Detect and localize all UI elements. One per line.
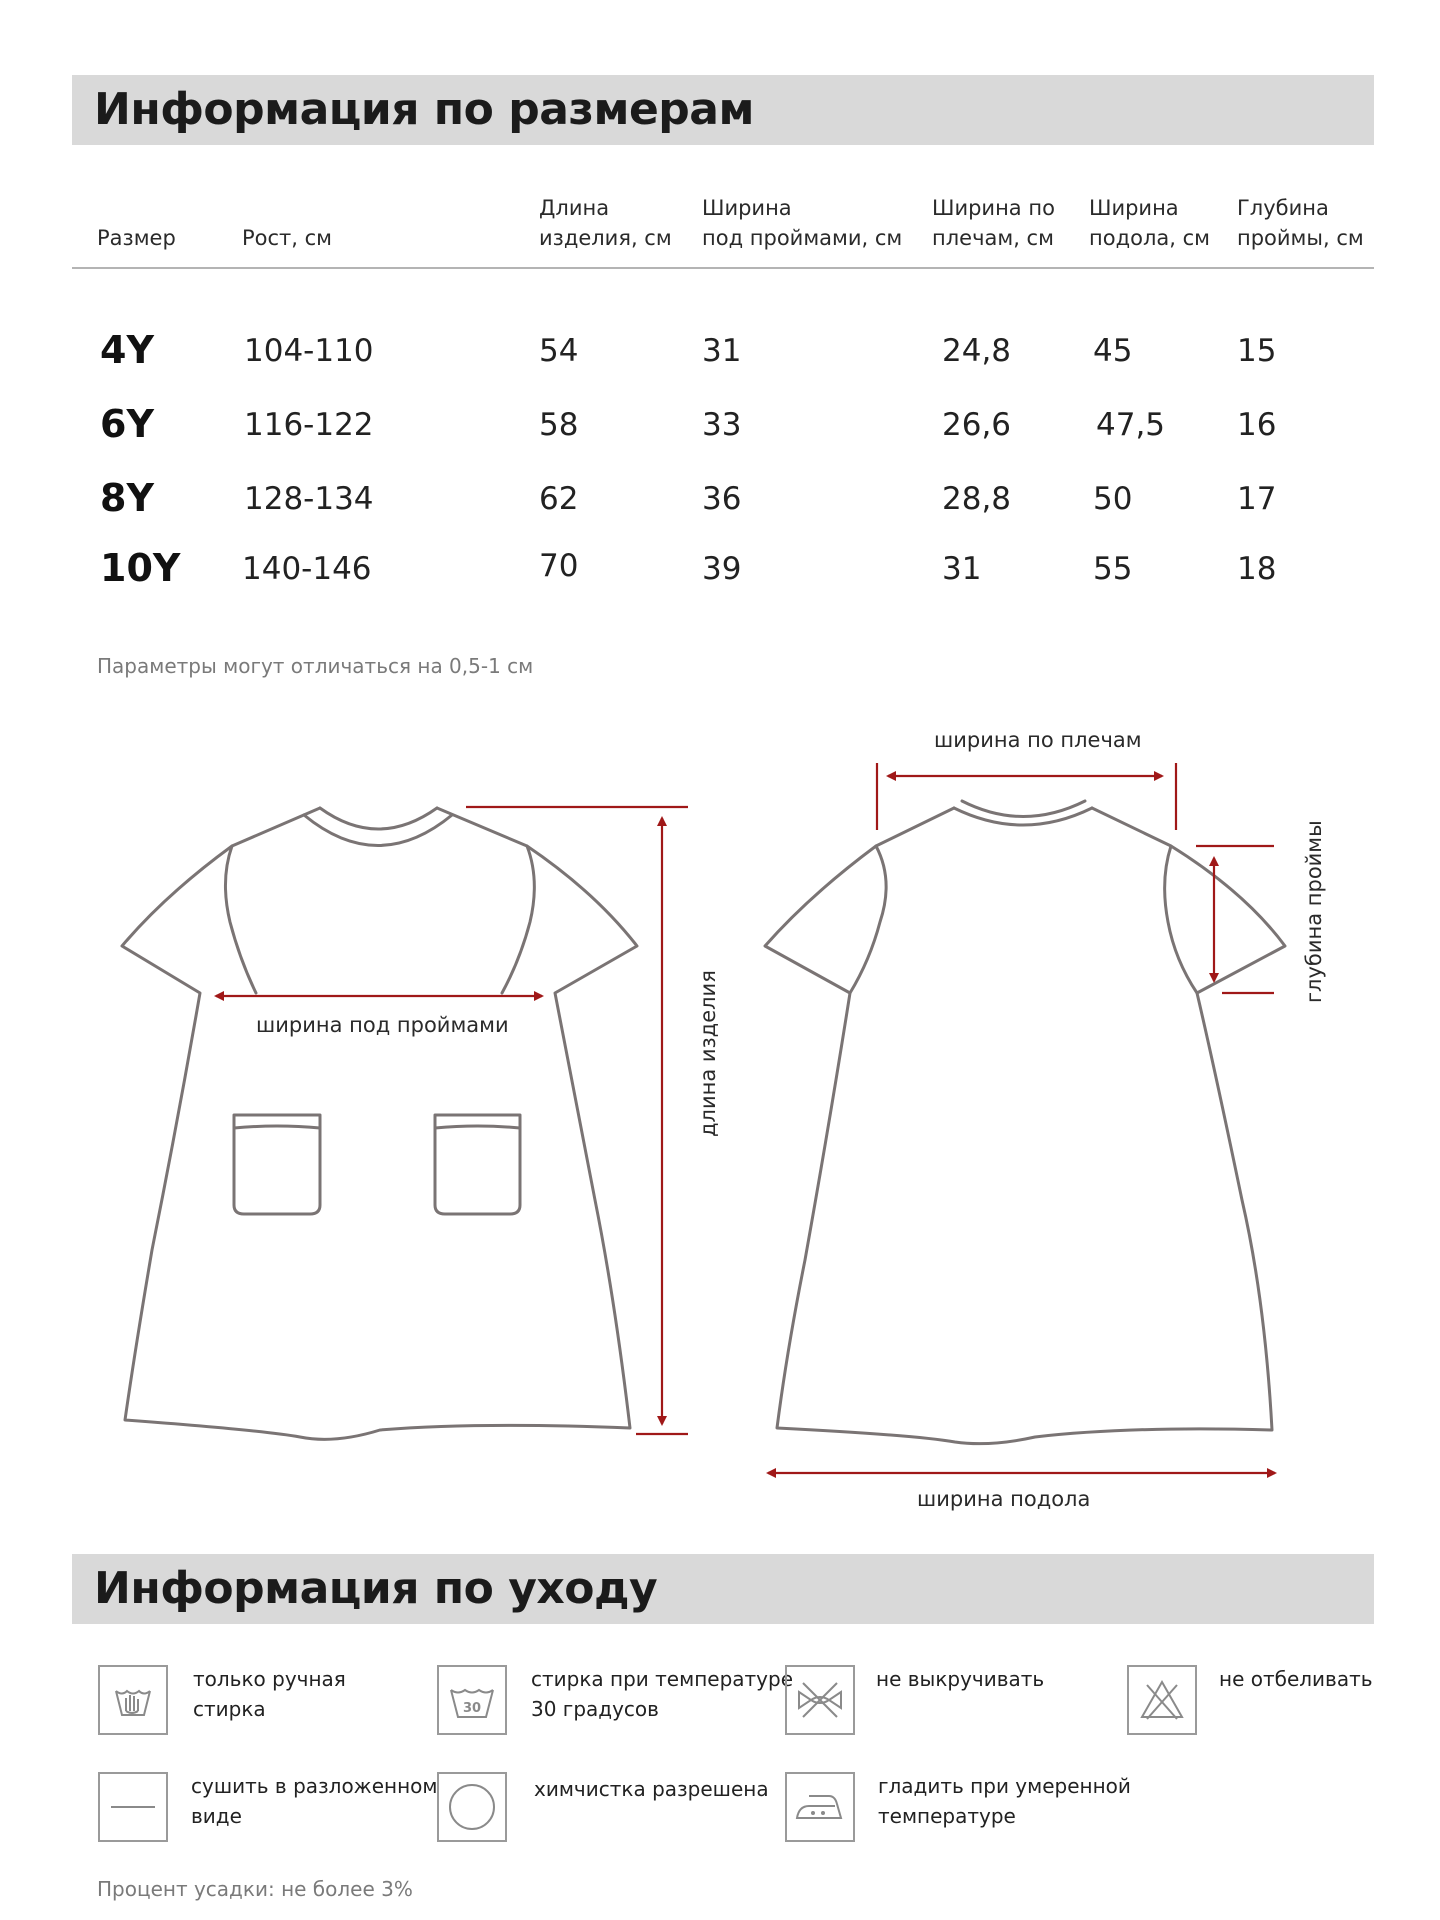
row-armhole: 15 <box>1237 333 1277 369</box>
row-chest: 31 <box>702 333 742 369</box>
row-length: 54 <box>539 333 579 369</box>
row-length: 62 <box>539 481 579 517</box>
care-text: не отбеливать <box>1219 1667 1373 1691</box>
shoulder-width-label: ширина по плечам <box>934 728 1142 752</box>
front-dress-outline <box>122 808 637 1439</box>
row-size: 4Y <box>100 328 154 372</box>
back-dress-outline <box>765 801 1285 1444</box>
size-info-title: Информация по размерам <box>94 84 754 135</box>
care-text: химчистка разрешена <box>534 1777 769 1801</box>
wash-30-icon <box>437 1665 507 1735</box>
row-length: 58 <box>539 407 579 443</box>
iron-medium-icon <box>785 1772 855 1842</box>
row-height: 116-122 <box>244 407 374 443</box>
length-label: длина изделия <box>696 970 720 1137</box>
care-info-banner <box>72 1554 1374 1624</box>
row-chest: 33 <box>702 407 742 443</box>
row-shoulders: 28,8 <box>942 481 1012 517</box>
no-bleach-icon <box>1127 1665 1197 1735</box>
row-length: 70 <box>539 548 579 584</box>
care-text: только ручная стирка <box>193 1667 346 1721</box>
row-armhole: 18 <box>1237 551 1277 587</box>
row-chest: 36 <box>702 481 742 517</box>
row-shoulders: 31 <box>942 551 982 587</box>
no-wring-icon <box>785 1665 855 1735</box>
care-text: стирка при температуре 30 градусов <box>531 1667 794 1721</box>
row-hem: 55 <box>1093 551 1133 587</box>
col-header-size: Размер <box>97 226 176 250</box>
care-info-title: Информация по уходу <box>94 1563 658 1614</box>
row-height: 140-146 <box>242 551 372 587</box>
col-header-shoulder-width: Ширина по плечам, см <box>932 196 1055 250</box>
col-header-length: Длина изделия, см <box>539 196 672 250</box>
row-hem: 47,5 <box>1096 407 1166 443</box>
row-height: 128-134 <box>244 481 374 517</box>
row-hem: 45 <box>1093 333 1133 369</box>
row-hem: 50 <box>1093 481 1133 517</box>
row-shoulders: 26,6 <box>942 407 1012 443</box>
row-size: 10Y <box>100 546 181 590</box>
care-text: сушить в разложенном виде <box>191 1774 438 1828</box>
chest-width-label: ширина под проймами <box>256 1013 509 1037</box>
hand-wash-icon <box>98 1665 168 1735</box>
care-text: гладить при умеренной температуре <box>878 1774 1131 1828</box>
shrinkage-note: Процент усадки: не более 3% <box>97 1877 413 1901</box>
row-size: 8Y <box>100 476 154 520</box>
row-chest: 39 <box>702 551 742 587</box>
col-header-chest-width: Ширина под проймами, см <box>702 196 903 250</box>
row-shoulders: 24,8 <box>942 333 1012 369</box>
col-header-height: Рост, см <box>242 226 333 250</box>
armhole-depth-label: глубина проймы <box>1302 820 1326 1003</box>
row-armhole: 16 <box>1237 407 1277 443</box>
size-tolerance-note: Параметры могут отличаться на 0,5-1 см <box>97 654 534 678</box>
row-size: 6Y <box>100 402 154 446</box>
dry-clean-icon <box>437 1772 507 1842</box>
wash-temperature-symbol: 30 <box>462 1701 482 1716</box>
row-height: 104-110 <box>244 333 374 369</box>
care-text: не выкручивать <box>876 1667 1045 1691</box>
row-armhole: 17 <box>1237 481 1277 517</box>
hem-width-label: ширина подола <box>917 1487 1091 1511</box>
col-header-hem-width: Ширина подола, см <box>1089 196 1210 250</box>
col-header-armhole-depth: Глубина проймы, см <box>1237 196 1364 250</box>
dry-flat-icon <box>98 1772 168 1842</box>
